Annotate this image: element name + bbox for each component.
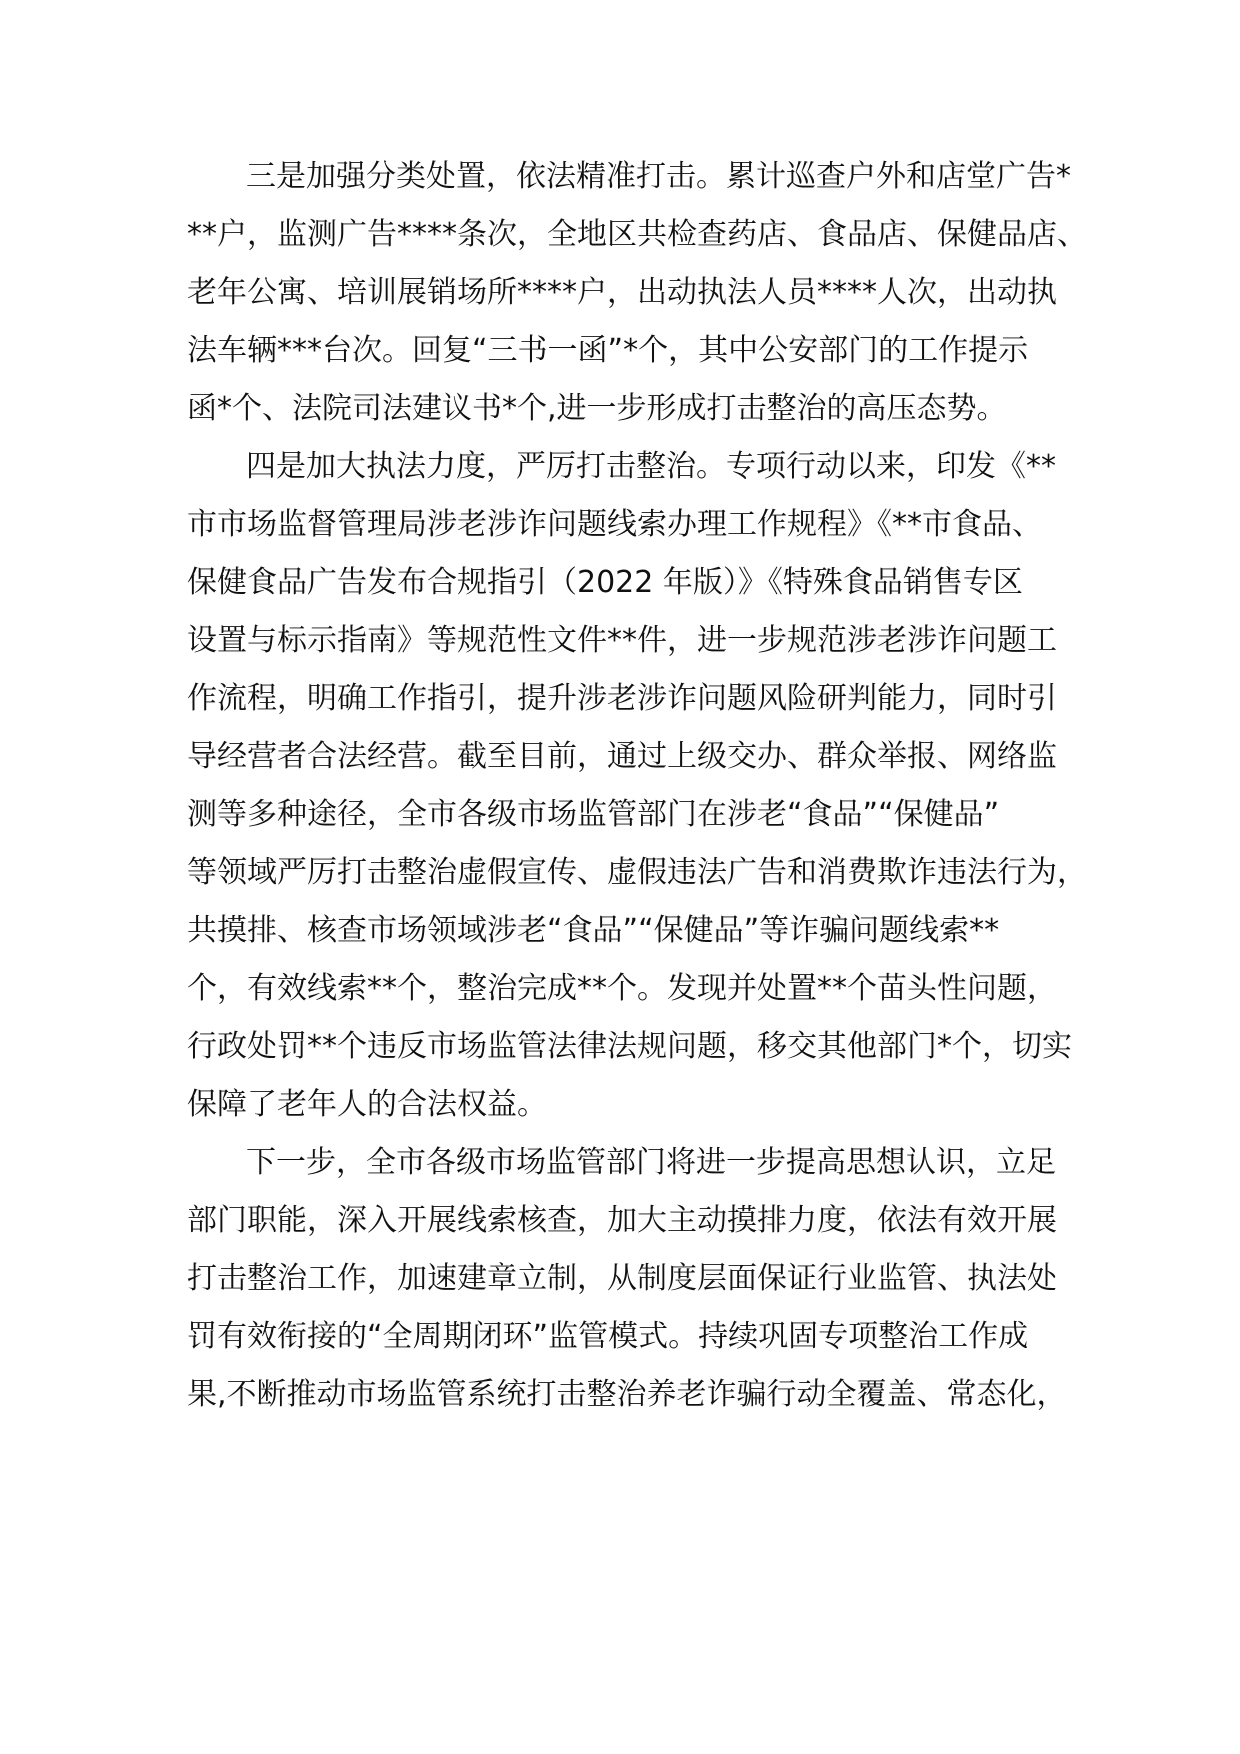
paragraph-2-line-8: 等领域严厉打击整治虚假宣传、虚假违法广告和消费欺诈违法行为， xyxy=(187,855,1087,890)
paragraph-3-line-2: 部门职能，深入开展线索核查，加大主动摸排力度，依法有效开展 xyxy=(187,1203,1057,1238)
paragraph-1-line-5: 函*个、法院司法建议书*个,进一步形成打击整治的高压态势。 xyxy=(187,391,1007,426)
paragraph-3-line-4: 罚有效衔接的“全周期闭环”监管模式。持续巩固专项整治工作成 xyxy=(187,1319,1029,1354)
paragraph-2-line-1: 四是加大执法力度，严厉打击整治。专项行动以来，印发《** xyxy=(246,449,1056,484)
paragraph-2-line-10: 个，有效线索**个，整治完成**个。发现并处置**个苗头性问题， xyxy=(187,971,1057,1006)
paragraph-1-line-4: 法车辆***台次。回复“三书一函”*个，其中公安部门的工作提示 xyxy=(187,333,1029,368)
paragraph-2-line-5: 作流程，明确工作指引，提升涉老涉诈问题风险研判能力，同时引 xyxy=(187,681,1057,716)
paragraph-2-line-7: 测等多种途径，全市各级市场监管部门在涉老“食品”“保健品” xyxy=(187,797,1000,832)
paragraph-1-line-3: 老年公寓、培训展销场所****户，出动执法人员****人次，出动执 xyxy=(187,275,1057,310)
paragraph-2-line-4: 设置与标示指南》等规范性文件**件，进一步规范涉老涉诈问题工 xyxy=(187,623,1057,658)
paragraph-3-line-5: 果,不断推动市场监管系统打击整治养老诈骗行动全覆盖、常态化， xyxy=(187,1377,1067,1412)
paragraph-2-line-2: 市市场监督管理局涉老涉诈问题线索办理工作规程》《**市食品、 xyxy=(187,507,1042,542)
paragraph-2-line-12: 保障了老年人的合法权益。 xyxy=(187,1087,547,1122)
paragraph-2-line-11: 行政处罚**个违反市场监管法律法规问题，移交其他部门*个，切实 xyxy=(187,1029,1072,1064)
paragraph-1-line-2: **户，监测广告****条次，全地区共检查药店、食品店、保健品店、 xyxy=(187,217,1087,252)
paragraph-1-line-1: 三是加强分类处置，依法精准打击。累计巡查户外和店堂广告* xyxy=(246,159,1071,194)
paragraph-3-line-1: 下一步，全市各级市场监管部门将进一步提高思想认识，立足 xyxy=(246,1145,1056,1180)
paragraph-2-line-9: 共摸排、核查市场领域涉老“食品”“保健品”等诈骗问题线索** xyxy=(187,913,1000,948)
paragraph-3-line-3: 打击整治工作，加速建章立制，从制度层面保证行业监管、执法处 xyxy=(187,1261,1057,1296)
paragraph-2-line-3: 保健食品广告发布合规指引（2022 年版）》《特殊食品销售专区 xyxy=(187,565,1023,600)
paragraph-2-line-6: 导经营者合法经营。截至目前，通过上级交办、群众举报、网络监 xyxy=(187,739,1057,774)
